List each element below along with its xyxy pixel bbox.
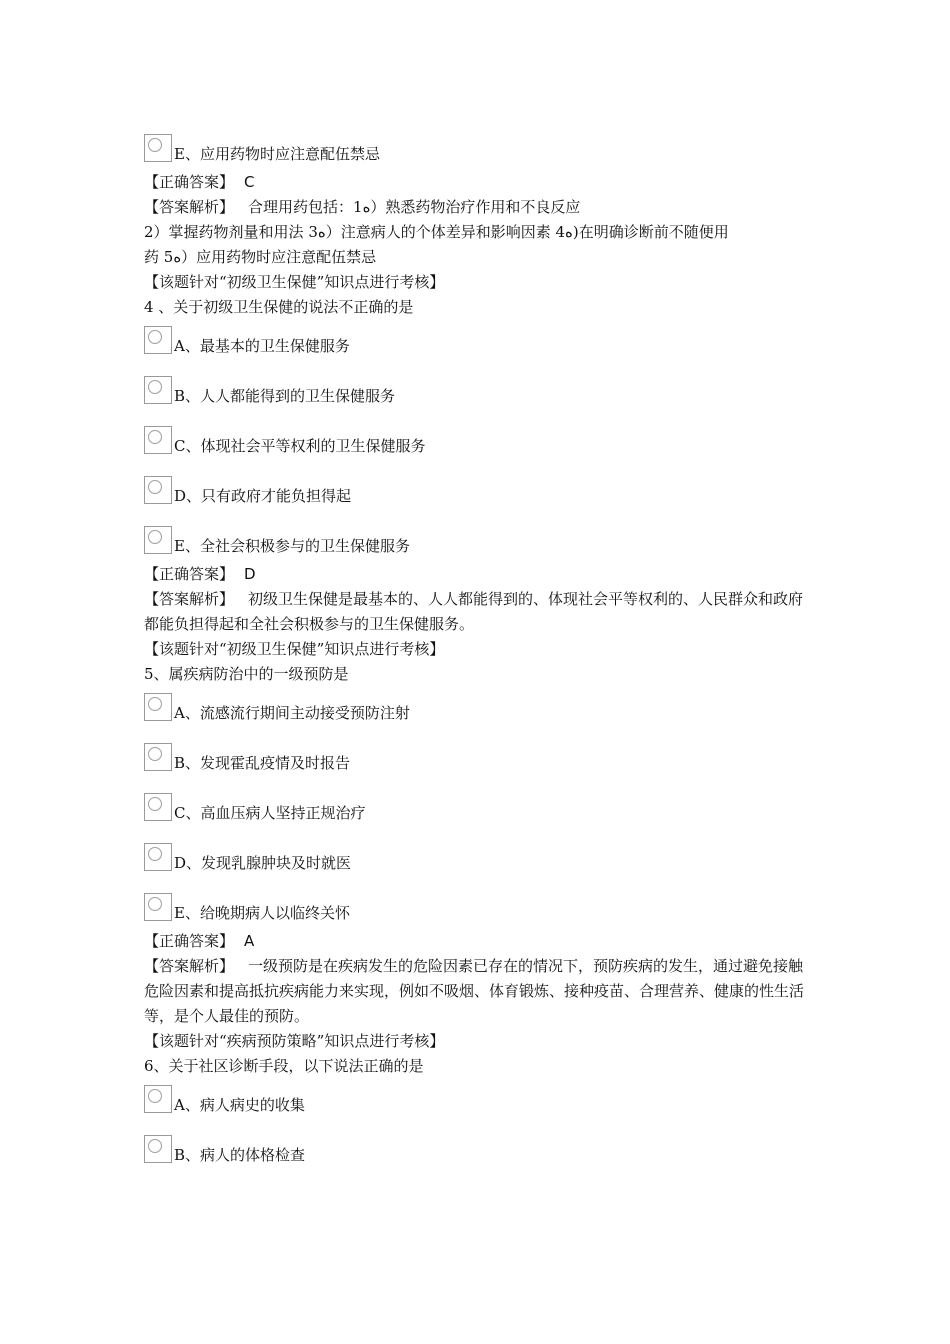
option-row[interactable] — [144, 1129, 812, 1163]
analysis-line — [144, 195, 812, 220]
option-label: A、病人病史的收集 — [174, 1096, 305, 1114]
analysis-label: 【答案解析】 — [144, 198, 235, 216]
exam-content — [144, 128, 812, 1179]
option-row[interactable] — [144, 787, 812, 821]
radio-icon[interactable] — [144, 326, 172, 354]
option-label: B、发现霍乱疫情及时报告 — [174, 754, 351, 772]
radio-icon[interactable] — [144, 526, 172, 554]
focus-note: 【该题针对“初级卫生保健”知识点进行考核】 — [144, 273, 445, 291]
radio-icon[interactable] — [144, 693, 172, 721]
option-row[interactable] — [144, 128, 812, 162]
analysis-text: 2）掌握药物剂量和用法 3ﻩ）注意病人的个体差异和影响因素 4ﻩ)在明确诊断前不随便用 — [144, 223, 729, 241]
answer-line — [144, 929, 812, 954]
option-label: C、体现社会平等权利的卫生保健服务 — [174, 437, 426, 455]
option-row[interactable] — [144, 420, 812, 454]
option-label: A、流感流行期间主动接受预防注射 — [174, 704, 410, 722]
option-label: D、只有政府才能负担得起 — [174, 487, 352, 505]
radio-icon[interactable] — [144, 793, 172, 821]
option-row[interactable] — [144, 520, 812, 554]
radio-icon[interactable] — [144, 843, 172, 871]
option-label: C、高血压病人坚持正规治疗 — [174, 804, 366, 822]
analysis-label: 【答案解析】 — [144, 590, 235, 608]
analysis-text: 初级卫生保健是最基本的、人人都能得到的、体现社会平等权利的、人民群众和政府都能负担得起和全社会积极参与的卫生保健服务。 — [144, 590, 804, 633]
answer-label: 【正确答案】 — [144, 565, 235, 583]
option-row[interactable] — [144, 1079, 812, 1113]
option-row[interactable] — [144, 687, 812, 721]
option-row[interactable] — [144, 887, 812, 921]
option-label: B、病人的体格检查 — [174, 1146, 306, 1164]
option-row[interactable] — [144, 370, 812, 404]
analysis-text: 药 5ﻩ）应用药物时应注意配伍禁忌 — [144, 248, 377, 266]
focus-note: 【该题针对“初级卫生保健”知识点进行考核】 — [144, 640, 445, 658]
option-label: B、人人都能得到的卫生保健服务 — [174, 387, 396, 405]
question-title: 4 、关于初级卫生保健的说法不正确的是 — [144, 298, 414, 316]
option-label: E、应用药物时应注意配伍禁忌 — [174, 145, 380, 163]
answer-line — [144, 170, 812, 195]
option-row[interactable] — [144, 470, 812, 504]
question-title: 5、属疾病防治中的一级预防是 — [144, 665, 349, 683]
radio-icon[interactable] — [144, 426, 172, 454]
option-row[interactable] — [144, 837, 812, 871]
radio-icon[interactable] — [144, 1085, 172, 1113]
option-label: D、发现乳腺肿块及时就医 — [174, 854, 352, 872]
answer-value: C — [244, 173, 255, 191]
option-row[interactable] — [144, 737, 812, 771]
option-row[interactable] — [144, 320, 812, 354]
radio-icon[interactable] — [144, 134, 172, 162]
answer-value: D — [244, 565, 256, 583]
question-title: 6、关于社区诊断手段，以下说法正确的是 — [144, 1057, 424, 1075]
analysis-block — [144, 587, 812, 637]
radio-icon[interactable] — [144, 376, 172, 404]
radio-icon[interactable] — [144, 743, 172, 771]
radio-icon[interactable] — [144, 1135, 172, 1163]
answer-label: 【正确答案】 — [144, 173, 235, 191]
analysis-label: 【答案解析】 — [144, 957, 235, 975]
option-label: A、最基本的卫生保健服务 — [174, 337, 350, 355]
analysis-block — [144, 954, 812, 1029]
answer-line — [144, 562, 812, 587]
radio-icon[interactable] — [144, 476, 172, 504]
analysis-text: 合理用药包括：1ﻩ）熟悉药物治疗作用和不良反应 — [248, 198, 581, 216]
answer-label: 【正确答案】 — [144, 932, 235, 950]
radio-icon[interactable] — [144, 893, 172, 921]
analysis-text: 一级预防是在疾病发生的危险因素已存在的情况下，预防疾病的发生，通过避免接触危险因素和提高抵抗疾病能力来实现，例如不吸烟、体育锻炼、接种疫苗、合理营养、健康的性生活等，是个人最佳的预防。 — [144, 957, 805, 1025]
option-label: E、给晚期病人以临终关怀 — [174, 904, 350, 922]
answer-value: A — [244, 932, 255, 950]
option-label: E、全社会积极参与的卫生保健服务 — [174, 537, 410, 555]
focus-note: 【该题针对“疾病预防策略”知识点进行考核】 — [144, 1032, 445, 1050]
